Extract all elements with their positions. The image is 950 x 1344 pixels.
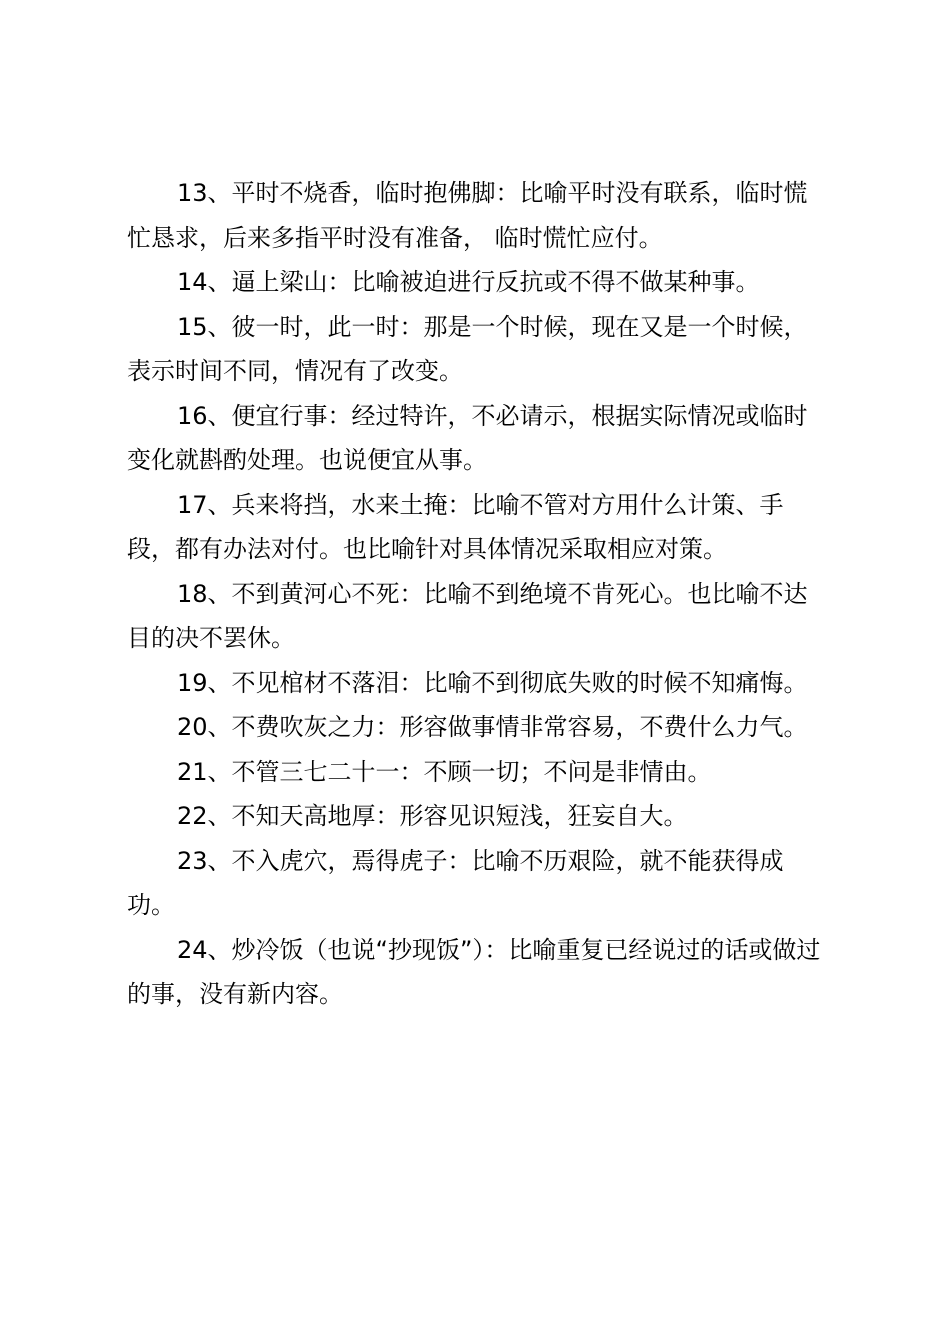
idiom-entry-13: 13、平时不烧香，临时抱佛脚：比喻平时没有联系，临时慌忙恳求，后来多指平时没有准备， 临时慌忙应付。 bbox=[127, 179, 808, 252]
idiom-list bbox=[127, 171, 827, 1017]
idiom-entry-21: 21、不管三七二十一：不顾一切；不问是非情由。 bbox=[177, 757, 712, 786]
idiom-entry-16: 16、便宜行事：经过特许，不必请示，根据实际情况或临时变化就斟酌处理。也说便宜从事。 bbox=[127, 401, 808, 474]
idiom-entry-20: 20、不费吹灰之力：形容做事情非常容易，不费什么力气。 bbox=[177, 713, 808, 741]
idiom-entry-14: 14、逼上梁山：比喻被迫进行反抗或不得不做某种事。 bbox=[177, 268, 760, 296]
idiom-entry-24: 24、炒冷饭（也说“抄现饭”）：比喻重复已经说过的话或做过的事，没有新内容。 bbox=[127, 935, 821, 1008]
idiom-entry-17: 17、兵来将挡，水来土掩：比喻不管对方用什么计策、手段，都有办法对付。也比喻针对具体情况采取相应对策。 bbox=[127, 490, 784, 563]
idiom-entry-22: 22、不知天高地厚：形容见识短浅，狂妄自大。 bbox=[177, 802, 688, 830]
idiom-entry-18: 18、不到黄河心不死：比喻不到绝境不肯死心。也比喻不达目的决不罢休。 bbox=[127, 579, 808, 652]
idiom-entry-15: 15、彼一时，此一时：那是一个时候，现在又是一个时候，表示时间不同，情况有了改变。 bbox=[127, 312, 808, 385]
idiom-entry-19: 19、不见棺材不落泪：比喻不到彻底失败的时候不知痛悔。 bbox=[177, 668, 808, 697]
idiom-entry-23: 23、不入虎穴，焉得虎子：比喻不历艰险，就不能获得成功。 bbox=[127, 846, 784, 919]
